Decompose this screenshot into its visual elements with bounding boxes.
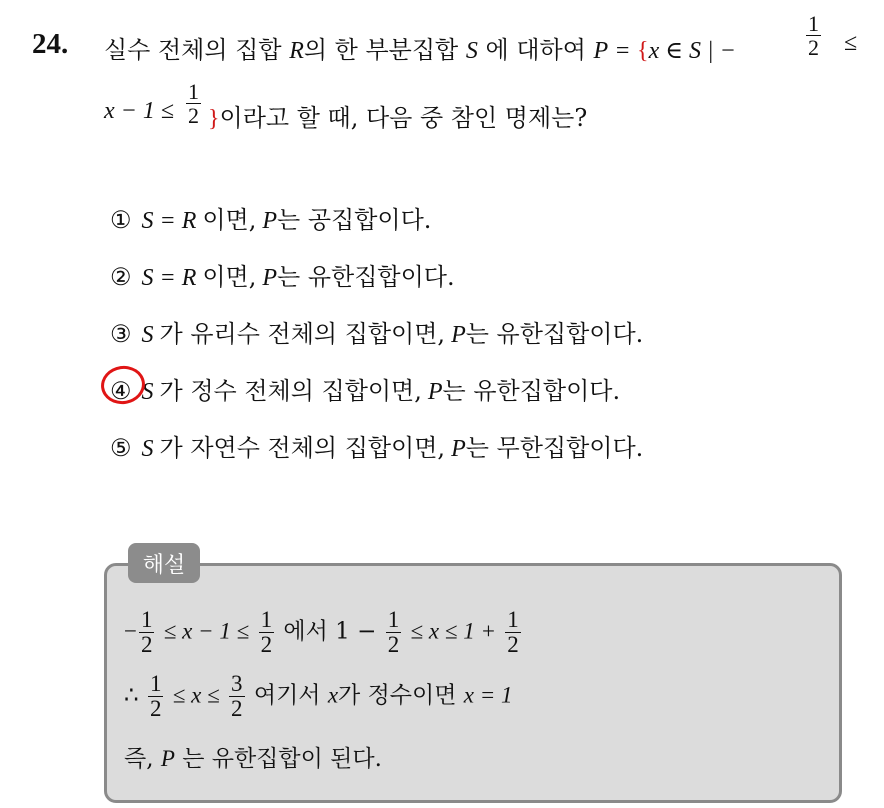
option-5[interactable] bbox=[110, 428, 643, 463]
option-marker: ③ bbox=[110, 320, 132, 348]
set-s: S bbox=[465, 38, 478, 64]
option-rest: 는 유한집합이다. bbox=[277, 263, 455, 291]
option-4[interactable] bbox=[110, 371, 620, 406]
option-p: P bbox=[451, 322, 466, 348]
question-number: 24. bbox=[32, 28, 69, 60]
option-1[interactable] bbox=[110, 200, 431, 235]
brace-close: } bbox=[208, 106, 220, 132]
option-marker: ⑤ bbox=[110, 434, 132, 462]
eq-sign: = bbox=[615, 38, 630, 64]
option-2[interactable] bbox=[110, 257, 455, 292]
option-rest: 는 유한집합이다. bbox=[465, 320, 644, 348]
option-marker: ④ bbox=[110, 377, 132, 405]
option-marker: ② bbox=[110, 263, 132, 291]
option-rest: 는 유한집합이다. bbox=[442, 377, 621, 405]
set-condition: x ∈ S | − bbox=[648, 38, 736, 64]
solution-tag: 해설 bbox=[128, 543, 200, 583]
option-math: S bbox=[141, 322, 154, 348]
question-line-1 bbox=[104, 30, 736, 65]
option-p: P bbox=[451, 436, 466, 462]
option-text: 가 유리수 전체의 집합이면, bbox=[159, 320, 446, 348]
option-text: 이면, bbox=[202, 206, 257, 234]
q-line2-end: }이라고 할 때, 다음 중 참인 명제는? bbox=[208, 104, 588, 132]
set-r: R bbox=[289, 38, 304, 64]
solution-line-3: 즉, P 는 유한집합이 된다. bbox=[124, 746, 382, 772]
q-line2-start: x − 1 ≤ bbox=[104, 98, 175, 124]
brace-open: { bbox=[637, 38, 649, 64]
option-math: S bbox=[141, 379, 154, 405]
option-rest: 는 공집합이다. bbox=[277, 206, 432, 234]
option-3[interactable] bbox=[110, 314, 643, 349]
q-text-1: 실수 전체의 집합 bbox=[104, 36, 282, 64]
fraction-half-2: $\frac{1}{2}$ bbox=[188, 79, 199, 129]
solution-line-1: − $\frac{1}{2}$ ≤ x − 1 ≤ $\frac{1}{2}$ 에서 1 − $\frac{1}{2}$ ≤ x ≤ 1 + $\frac{1}{2}$ bbox=[124, 607, 519, 658]
option-text: 이면, bbox=[202, 263, 257, 291]
option-text: 가 정수 전체의 집합이면, bbox=[159, 377, 422, 405]
option-p: P bbox=[427, 379, 443, 405]
option-p: P bbox=[262, 208, 278, 234]
option-p: P bbox=[262, 265, 278, 291]
option-math: S = R bbox=[141, 208, 197, 234]
fraction-half-1: $\frac{1}{2}$ bbox=[808, 11, 819, 61]
le-sign-1: ≤ bbox=[844, 30, 858, 56]
set-p: P bbox=[593, 38, 609, 64]
option-math: S bbox=[141, 436, 154, 462]
solution-line-2: ∴ $\frac{1}{2}$ ≤ x ≤ $\frac{3}{2}$ 여기서 x가 정수이면 x = 1 bbox=[124, 671, 513, 722]
q-text-3: 에 대하여 bbox=[485, 36, 586, 64]
q-text-2: 의 한 부분집합 bbox=[303, 36, 459, 64]
option-marker: ① bbox=[110, 206, 132, 234]
option-rest: 는 무한집합이다. bbox=[465, 434, 644, 462]
option-math: S = R bbox=[141, 265, 197, 291]
option-text: 가 자연수 전체의 집합이면, bbox=[159, 434, 446, 462]
